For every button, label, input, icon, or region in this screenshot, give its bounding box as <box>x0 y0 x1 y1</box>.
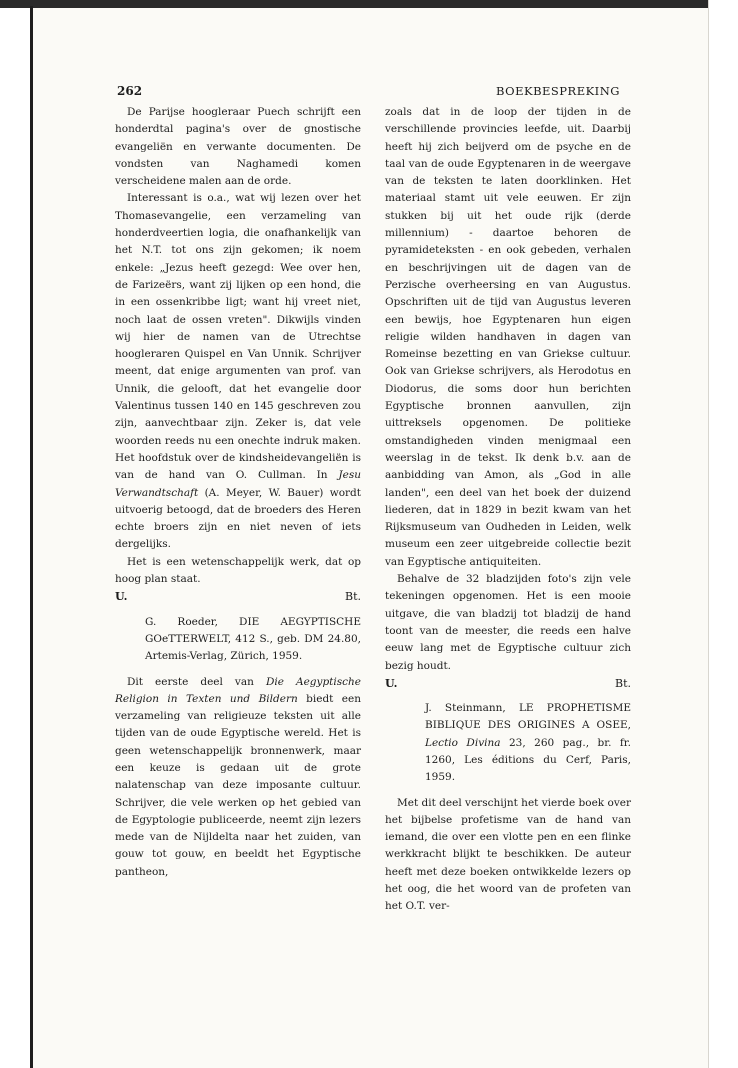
review-signature <box>385 675 631 692</box>
paragraph-text: Dit eerste deel van <box>127 675 254 688</box>
left-column <box>115 104 361 881</box>
paragraph <box>115 674 361 882</box>
paragraph: Met dit deel verschijnt het vierde boek over het bijbelse profetisme van de hand van iemand, die over een vlotte pen en een flinke werkkracht blijkt te beschikken. De auteur heeft met deze boeken ontwikkelde lezers op het oog, die het woord van de profeten van het O.T. ver- <box>385 796 631 913</box>
scan-border-left <box>30 6 33 1068</box>
signature-initial: U. <box>385 676 398 690</box>
paragraph-text: biedt een verzameling van religieuze teksten uit alle tijden van de oude Egyptische wereld. Het is geen wetenschappelijk bronnenwerk, maar een keuze is gedaan uit de grote nalatenschap van deze imposante cultuur. Schrijver, die vele werken op het gebied van de Egyptologie publiceerde, neemt zijn lezers mede van de Nijldelta naar het zuiden, van gouw tot gouw, en beeldt het Egyptische pantheon, <box>115 692 362 878</box>
book-title: Die Aegyptische Religion in Texten und Bildern <box>115 675 361 705</box>
signature-initial: U. <box>115 590 128 604</box>
scan-border-top <box>0 0 738 8</box>
scan-margin-right <box>709 0 738 1068</box>
review-signature <box>115 588 361 605</box>
bib-text: 23, 260 pag., br. fr. 1260, Les éditions du Cerf, Paris, 1959. <box>425 736 631 784</box>
signature-author: Bt. <box>344 590 361 604</box>
scan-margin-left <box>0 0 30 1068</box>
paragraph: Behalve de 32 bladzijden foto's zijn vele tekeningen opgenomen. Het is een mooie uitgave, die van bladzij tot bladzij de hand toont van de meester, die reeds een halve eeuw lang met de Egyptische cultuur zich bezig houdt. <box>385 573 631 672</box>
signature-author: Bt. <box>614 676 631 690</box>
series-title: Lectio Divina <box>425 736 501 749</box>
paragraph <box>115 190 361 553</box>
paragraph: De Parijse hoogleraar Puech schrijft een honderdtal pagina's over de gnostische evangeliën en verwante documenten. De vondsten van Naghamedi komen verscheidene malen aan de orde. <box>115 106 361 188</box>
bibliographic-entry: G. Roeder, DIE AEGYPTISCHE GOeTTERWELT, 412 S., geb. DM 24.80, Artemis-Verlag, Zürich, 1959. <box>145 615 361 663</box>
book-title: Jesu Verwandtschaft <box>115 469 361 499</box>
right-column <box>385 104 631 916</box>
page-number: 262 <box>117 84 143 98</box>
paragraph-text: (A. Meyer, W. Bauer) wordt uitvoerig betoogd, dat de broeders des Heren echte broers zijn en niet neven of iets dergelijks. <box>115 486 361 551</box>
bibliographic-entry <box>425 700 631 786</box>
bib-text: J. Steinmann, LE PROPHETISME BIBLIQUE DES ORIGINES A OSEE, <box>425 702 631 732</box>
paragraph: Het is een wetenschappelijk werk, dat op hoog plan staat. <box>115 555 361 586</box>
paragraph: zoals dat in de loop der tijden in de verschillende provincies leefde, uit. Daarbij heeft hij zich beijverd om de psyche en de taal van de oude Egyptenaren in de weergave van de teksten te laten doorklinken. Het materiaal stamt uit vele eeuwen. Er zijn stukken bij uit het oude rijk (derde millennium) - daartoe behoren de pyramideteksten - en ook gebeden, verhalen en beschrijvingen uit de dagen van de Perzische overheersing en van Augustus. Opschriften uit de tijd van Augustus leveren een bewijs, hoe Egyptenaren hun eigen religie wilden handhaven in dagen van Romeinse bezetting en van Griekse cultuur. Ook van Griekse schrijvers, als Herodotus en Diodorus, die soms door hun berichten Egyptische bronnen aanvullen, zijn uittreksels opgenomen. De politieke omstandigheden vinden menigmaal een weerslag in de tekst. Ik denk b.v. aan de aanbidding van Amon, als „God in alle landen", een deel van het boek der duizend liederen, dat in 1829 in bezit kwam van het Rijksmuseum van Oudheden in Leiden, welk museum een zeer uitgebreide collectie bezit van Egyptische antiquiteiten. <box>385 106 631 568</box>
paragraph-text: Interessant is o.a., wat wij lezen over het Thomasevangelie, een verzameling van honderdveertien logia, die onafhankelijk van het N.T. tot ons zijn gekomen; ik noem enkele: „Jezus heeft gezegd: Wee over hen, de Farizeërs, want zij lijken op een hond, die in een ossenkribbe ligt; want hij vreet niet, noch laat de ossen vreten". Dikwijls vinden wij hier de namen van de Utrechtse hoogleraren Quispel en Van Unnik. Schrijver meent, dat enige argumenten van prof. van Unnik, die gelooft, dat het evangelie door Valentinus tussen 140 en 145 geschreven zou zijn, aanvechtbaar zijn. Zeker is, dat vele woorden reeds nu een onechte indruk maken. Het hoofdstuk over de kindsheidevangeliën is van de hand van O. Cullman. In <box>115 192 361 482</box>
running-title: BOEKBESPREKING <box>496 84 620 98</box>
